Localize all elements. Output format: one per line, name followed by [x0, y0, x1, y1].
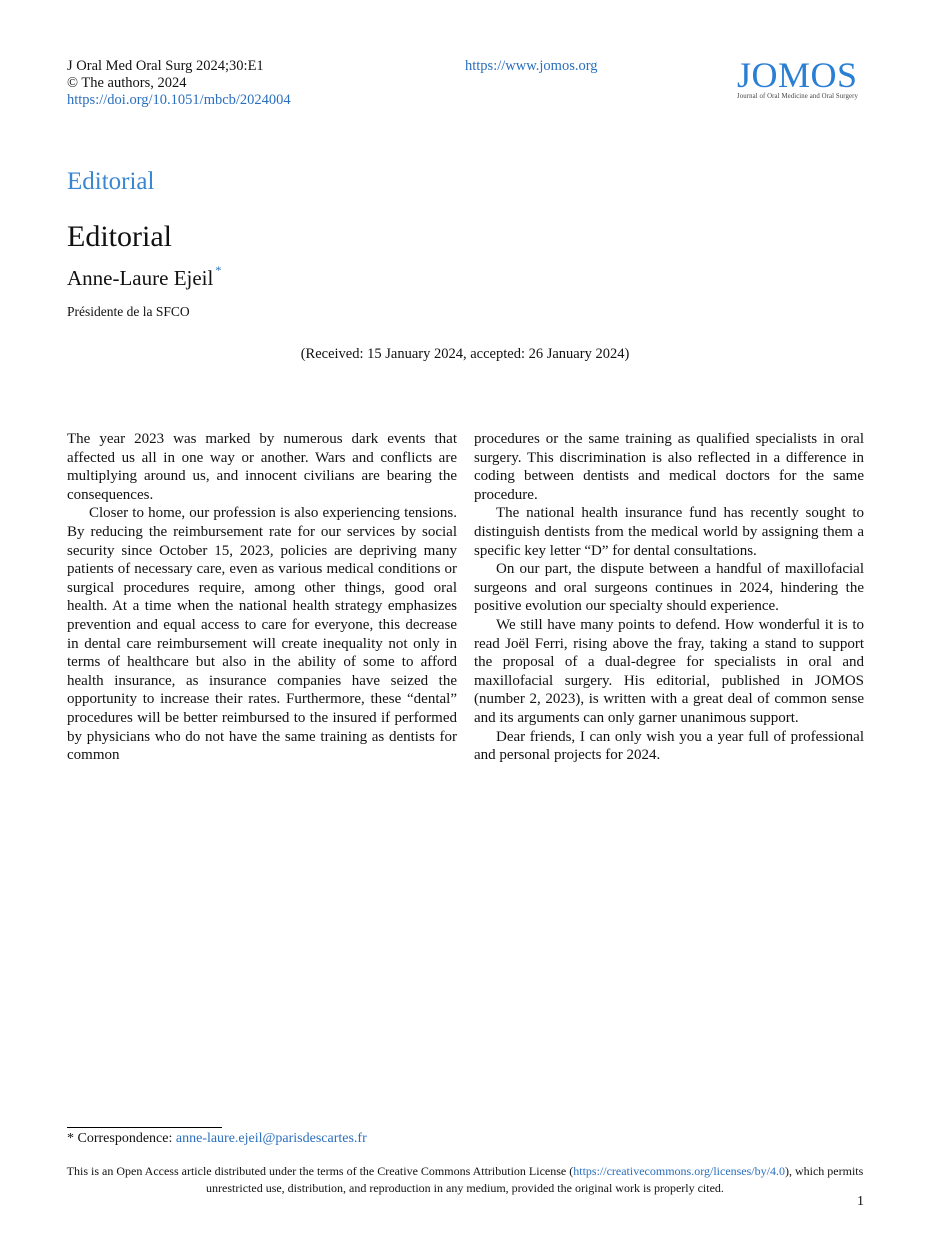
- author-affiliation: Présidente de la SFCO: [67, 304, 190, 319]
- citation-block: [67, 58, 291, 109]
- logo-wordmark: JOMOS: [737, 55, 858, 95]
- license-notice: [60, 1163, 870, 1196]
- body-paragraph: Closer to home, our profession is also experiencing tensions. By reducing the reimbursement rate for our services by social security since October 15, 2023, policies are depriving many patients of necessary care, even as various medical conditions or surgical procedures require, among other things, good oral health. At a time when the national health strategy emphasizes prevention and equal access to care for everyone, this decrease in dental care reimbursement will create inequality not only in terms of healthcare but also in the ability of some to afford health insurance, as insurance companies have seized the opportunity to increase their rates. Furthermore, these “dental” procedures will be better reimbursed to the insured if performed by physicians who do not have the same training as dentists for common: [67, 505, 457, 764]
- correspondence-label: Correspondence:: [77, 1131, 173, 1146]
- received-accepted-dates: (Received: 15 January 2024, accepted: 26 January 2024): [300, 346, 630, 362]
- journal-website-link[interactable]: https://www.jomos.org: [465, 58, 598, 74]
- journal-reference: J Oral Med Oral Surg 2024;30:E1: [67, 58, 264, 74]
- license-text-start: This is an Open Access article distributed under the terms of the Creative Commons Attribution License (: [66, 1164, 574, 1178]
- doi-link[interactable]: https://doi.org/10.1051/mbcb/2024004: [67, 92, 291, 108]
- article-title: Editorial: [67, 220, 172, 253]
- license-text-end: ), which permits unrestricted use, distribution, and reproduction in any medium, provided the original work is properly cited.: [206, 1164, 864, 1195]
- page-number: 1: [857, 1194, 864, 1209]
- correspondence-email-link[interactable]: anne-laure.ejeil@parisdescartes.fr: [175, 1131, 367, 1146]
- section-heading: Editorial: [67, 168, 155, 195]
- correspondence-footnote: [67, 1131, 367, 1147]
- logo-subtitle: Journal of Oral Medicine and Oral Surgery: [737, 93, 858, 100]
- body-paragraph: On our part, the dispute between a handful of maxillofacial surgeons and oral surgeons continues in 2024, hindering the positive evolution our specialty should experience.: [474, 561, 864, 615]
- body-paragraph-continued: procedures or the same training as qualified specialists in oral surgery. This discrimination is also reflected in a difference in coding between dentists and medical doctors for the same procedure.: [474, 431, 864, 503]
- body-paragraph: The year 2023 was marked by numerous dark events that affected us all in one way or another. Wars and conflicts are multiplying around us, and innocent civilians are bearing the consequences.: [67, 431, 457, 503]
- author-line: [67, 263, 222, 291]
- body-paragraph: We still have many points to defend. How wonderful it is to read Joël Ferri, rising above the fray, taking a stand to support the proposal of a dual-degree for specialists in oral and maxillofacial surgery. His editorial, published in JOMOS (number 2, 2023), is written with a great deal of common sense and its arguments can only garner unanimous support.: [474, 616, 864, 726]
- footnote-divider: [67, 1127, 222, 1128]
- correspondence-marker[interactable]: *: [215, 263, 222, 277]
- body-column-right: [474, 430, 864, 765]
- body-paragraph: The national health insurance fund has recently sought to distinguish dentists from the medical world by assigning them a specific key letter “D” for dental consultations.: [474, 505, 864, 559]
- copyright-notice: © The authors, 2024: [67, 75, 187, 91]
- footnote-marker: *: [67, 1131, 74, 1146]
- author-name: Anne-Laure Ejeil: [67, 266, 214, 290]
- license-url-link[interactable]: https://creativecommons.org/licenses/by/4.0: [573, 1164, 785, 1178]
- body-column-left: [67, 430, 457, 765]
- journal-logo: [737, 55, 865, 100]
- body-paragraph: Dear friends, I can only wish you a year full of professional and personal projects for 2024.: [474, 728, 864, 764]
